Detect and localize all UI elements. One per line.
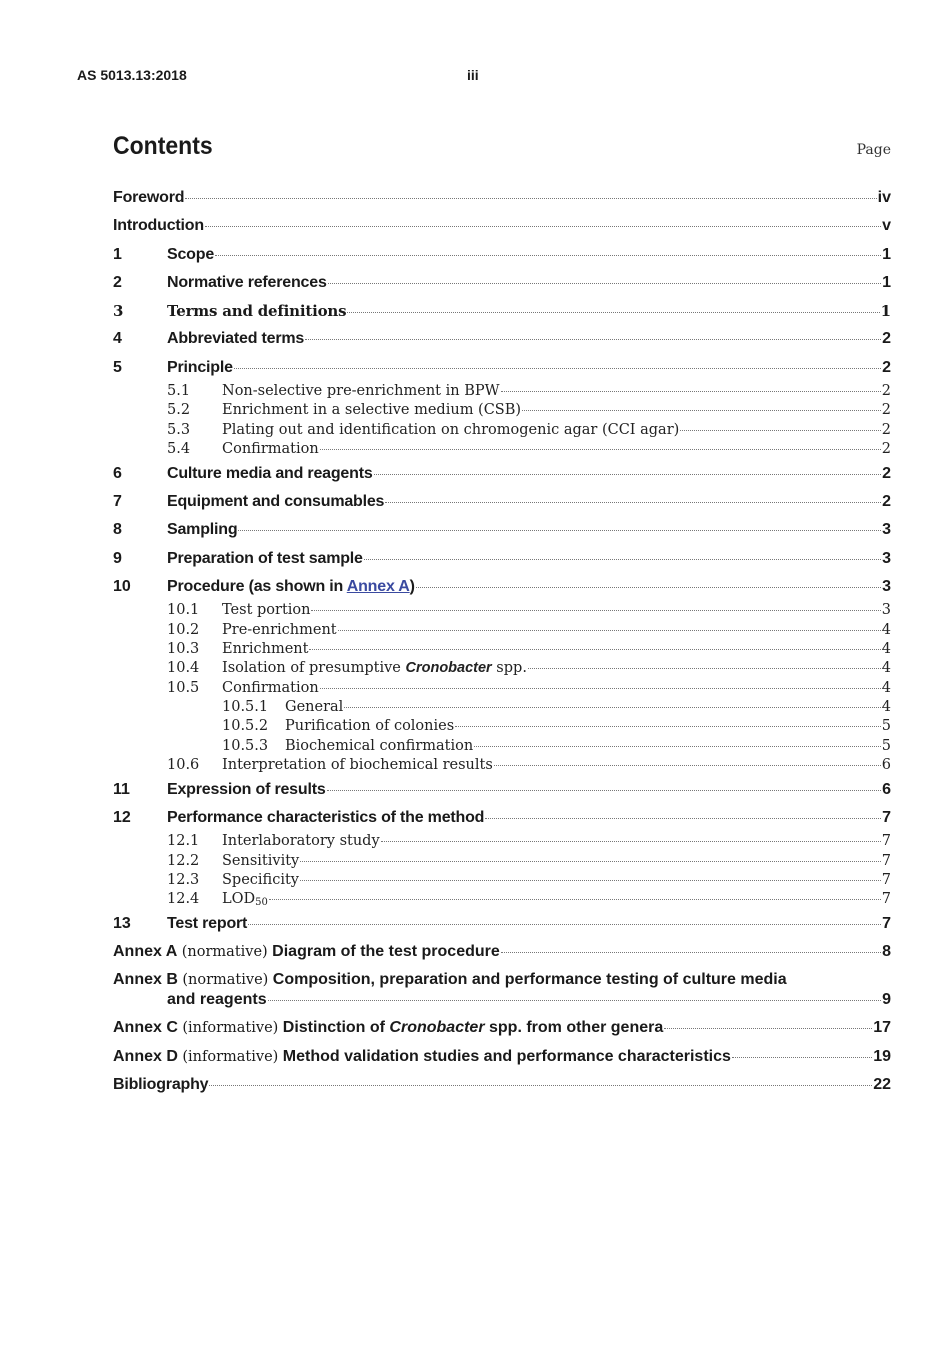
toc-entry-text: Sensitivity [222,852,300,869]
annex-name: Annex C [113,1019,178,1037]
dot-leader [344,707,880,708]
dot-leader [248,924,881,925]
toc-entry-number: 2 [113,273,122,291]
toc-entry-number: 5.2 [167,402,191,419]
dot-leader [680,430,880,431]
toc-entry-9[interactable] [113,545,891,573]
toc-entry-page: 7 [881,891,891,908]
document-id: AS 5013.13:2018 [77,67,187,83]
toc-entry-text-pre: Procedure (as shown in [167,577,347,595]
toc-entry-annex-a[interactable] [113,938,891,966]
dot-leader [185,198,876,199]
toc-entry-page: 3 [882,577,891,595]
toc-entry-number: 12 [113,808,131,826]
toc-entry-text: Pre-enrichment [222,621,337,638]
annex-title-pre: Distinction of [282,1019,390,1037]
toc-entry-page: 4 [881,679,891,696]
toc-entry-page: 3 [882,549,891,567]
toc-entry-introduction[interactable] [113,212,891,240]
toc-entry-text: Abbreviated terms [167,330,305,348]
toc-entry-8[interactable] [113,516,891,544]
toc-entry-12-2[interactable] [113,852,891,871]
annex-title [283,1019,663,1036]
toc-entry-10-5[interactable] [113,679,891,698]
toc-entry-text: Interlaboratory study [222,833,380,850]
dot-leader [209,1085,872,1086]
toc-entry-number: 5.3 [167,421,191,438]
toc-entry-text: Foreword [113,189,185,206]
toc-entry-text: Preparation of test sample [167,549,363,567]
dot-leader [327,790,882,791]
toc-entry-text: Non-selective pre-enrichment in BPW [222,383,500,400]
dot-leader [528,668,881,669]
dot-leader [238,530,881,531]
toc-entry-page: 17 [873,1019,891,1037]
toc-entry-page: 3 [881,602,891,619]
dot-leader [338,630,881,631]
dot-leader [305,339,881,340]
toc-entry-text: Sampling [167,521,238,539]
toc-entry-12[interactable] [113,804,891,832]
annex-title: Diagram of the test procedure [272,943,500,961]
dot-leader [364,559,881,560]
toc-entry-page: 9 [882,991,891,1009]
toc-entry-annex-c[interactable] [113,1014,891,1042]
toc-entry-number: 5 [113,358,122,376]
dot-leader [268,1000,882,1001]
toc-entry-page: 7 [881,872,891,889]
toc-entry-text: Expression of results [167,780,326,798]
dot-leader [309,649,880,650]
toc-entry-page: 4 [881,640,891,657]
toc-entry-page: 2 [882,330,891,348]
page-number: iii [467,67,479,83]
toc-entry-10-5-1[interactable] [113,698,891,717]
toc-entry-page: 5 [881,718,891,735]
toc-entry-page: 2 [881,402,891,419]
toc-entry-text: Test portion [222,602,311,619]
toc-entry-page: 7 [881,833,891,850]
toc-entry-bibliography[interactable] [113,1071,891,1099]
toc-entry-2[interactable] [113,269,891,297]
dot-leader [501,391,881,392]
toc-entry-text: Culture media and reagents [167,464,373,482]
toc-entry-text: Interpretation of biochemical results [222,757,493,774]
toc-entry-text-post: spp. [491,660,527,677]
toc-entry-10[interactable] [113,573,891,601]
dot-leader [485,818,881,819]
toc-entry-page: 2 [881,421,891,438]
toc-entry-page: 6 [881,757,891,774]
toc-entry-number: 1 [113,245,122,263]
toc-entry-page: 8 [882,943,891,961]
toc-entry-10-5-3[interactable] [113,737,891,756]
toc-entry-annex-b-cont[interactable] [113,990,891,1010]
toc-entry-page: 2 [882,464,891,482]
toc-entry-5-2[interactable] [113,401,891,420]
dot-leader [494,765,881,766]
toc-entry-6[interactable] [113,460,891,488]
toc-entry-number: 10.5.2 [222,718,269,735]
toc-entry-10-1[interactable] [113,601,891,620]
annex-a-link[interactable]: Annex A [346,577,410,595]
toc-entry-text: Confirmation [222,441,319,458]
dot-leader [385,502,881,503]
toc-entry-10-6[interactable] [113,756,891,775]
toc-entry-page: 2 [881,441,891,458]
toc-entry-10-4[interactable] [113,659,891,678]
genus-name: Cronobacter [405,660,492,677]
toc-entry-7[interactable] [113,488,891,516]
toc-entry-page: 5 [881,737,891,754]
toc-entry-5-4[interactable] [113,440,891,459]
toc-entry-number: 5.1 [167,383,191,400]
toc-entry-10-5-2[interactable] [113,717,891,736]
toc-entry-page: v [882,217,891,235]
annex-name: Annex A [113,943,178,961]
toc-entry-number: 10.1 [167,602,200,619]
dot-leader [300,880,881,881]
annex-name: Annex D [113,1047,178,1065]
dot-leader [269,899,881,900]
dot-leader [320,688,881,689]
toc-entry-number: 10.5.1 [222,699,269,716]
annex-title-line2: and reagents [167,991,267,1009]
toc-entry-10-3[interactable] [113,640,891,659]
toc-entry-text-post: ) [409,577,415,595]
toc-entry-text [113,1014,663,1042]
toc-entry-5-1[interactable] [113,382,891,401]
toc-entry-12-3[interactable] [113,871,891,890]
toc-entry-number: 3 [113,302,124,321]
toc-entry-page: 4 [881,621,891,638]
toc-entry-number: 4 [113,330,122,348]
dot-leader [522,410,881,411]
toc-entry-13[interactable] [113,910,891,938]
toc-entry-number: 12.4 [167,891,200,908]
toc-entry-page: 19 [873,1047,891,1065]
dot-leader [416,587,881,588]
page-column-label: Page [856,142,891,158]
toc-entry-number: 12.3 [167,872,200,889]
toc-entry-10-2[interactable] [113,621,891,640]
dot-leader [311,610,880,611]
toc-entry-text: Confirmation [222,679,319,696]
toc-entry-number: 7 [113,492,122,510]
toc-entry-number: 12.1 [167,833,200,850]
toc-entry-text: Performance characteristics of the method [167,808,485,826]
toc-entry-number: 10.6 [167,757,200,774]
dot-leader [300,861,881,862]
toc-entry-text: Principle [167,358,233,376]
toc-entry-5-3[interactable] [113,421,891,440]
toc-entry-text: Plating out and identification on chromogenic agar (CCI agar) [222,421,680,438]
toc-entry-page: 7 [882,808,891,826]
table-of-contents [113,184,891,1099]
dot-leader [328,283,881,284]
toc-entry-page: 7 [882,914,891,932]
toc-entry-number: 10 [113,577,131,595]
toc-entry-number: 5.4 [167,441,191,458]
toc-entry-page: 4 [881,699,891,716]
toc-entry-text: Scope [167,245,215,263]
toc-entry-text: Biochemical confirmation [285,737,474,754]
page-title: Contents [113,132,213,160]
toc-entry-text: Enrichment in a selective medium (CSB) [222,402,522,419]
toc-entry-page: 3 [882,521,891,539]
toc-entry-page: 7 [881,852,891,869]
toc-entry-12-4[interactable] [113,890,891,909]
annex-name: Annex B [113,971,178,989]
genus-name: Cronobacter [389,1019,485,1037]
toc-entry-4[interactable] [113,325,891,353]
toc-entry-text: Specificity [222,872,300,889]
annex-type: (informative) [182,1048,279,1065]
toc-entry-text: Purification of colonies [285,718,455,735]
dot-leader [215,255,881,256]
dot-leader [732,1057,872,1058]
toc-entry-5[interactable] [113,354,891,382]
toc-entry-11[interactable] [113,776,891,804]
toc-entry-text: Normative references [167,273,327,291]
toc-entry-number: 9 [113,549,122,567]
toc-entry-text: Test report [167,914,248,932]
toc-entry-page: 1 [882,245,891,263]
toc-entry-number: 12.2 [167,852,200,869]
dot-leader [205,226,881,227]
toc-entry-text [113,1043,731,1071]
toc-entry-12-1[interactable] [113,832,891,851]
toc-entry-number: 10.5 [167,679,200,696]
annex-type: (informative) [182,1020,279,1037]
annex-title-post: spp. from other genera [484,1019,664,1037]
toc-entry-text: Bibliography [113,1075,209,1093]
toc-entry-page: 6 [882,780,891,798]
annex-type: (normative) [181,944,268,961]
toc-entry-text: Terms and definitions [167,302,347,321]
toc-entry-text: Equipment and consumables [167,492,385,510]
dot-leader [320,449,881,450]
toc-entry-text [167,573,415,601]
toc-entry-number: 11 [113,780,130,798]
toc-entry-page: 22 [873,1075,891,1093]
dot-leader [347,312,879,313]
toc-entry-number: 10.4 [167,660,200,677]
dot-leader [381,841,881,842]
toc-entry-text [113,938,500,966]
lod-subscript: 50 [255,897,268,909]
annex-type: (normative) [182,972,269,989]
toc-entry-annex-b[interactable] [113,970,891,990]
toc-entry-page: iv [877,189,891,206]
toc-entry-text [222,659,527,678]
toc-entry-text: Enrichment [222,640,309,657]
toc-entry-number: 10.5.3 [222,737,269,754]
dot-leader [374,474,882,475]
toc-entry-number: 8 [113,521,122,539]
toc-entry-text: General [285,699,344,716]
toc-entry-page: 4 [881,660,891,677]
toc-entry-number: 10.2 [167,621,200,638]
toc-entry-page: 2 [881,383,891,400]
annex-title: Method validation studies and performance characteristics [282,1047,731,1065]
toc-entry-page: 1 [882,273,891,291]
dot-leader [501,952,881,953]
toc-entry-3[interactable] [113,297,891,325]
dot-leader [474,746,881,747]
toc-entry-text-pre: Isolation of presumptive [222,660,406,677]
toc-entry-1[interactable] [113,241,891,269]
dot-leader [455,726,881,727]
dot-leader [234,368,881,369]
annex-title-line1: Composition, preparation and performance testing of culture media [272,971,787,989]
toc-entry-foreword[interactable] [113,184,891,212]
toc-entry-text: Introduction [113,217,204,235]
toc-entry-number: 13 [113,914,131,932]
toc-entry-number: 10.3 [167,640,200,657]
toc-entry-page: 1 [880,302,891,321]
toc-entry-page: 2 [882,492,891,510]
toc-entry-page: 2 [882,358,891,376]
lod-text: LOD [222,891,256,908]
toc-entry-number: 6 [113,464,122,482]
dot-leader [664,1028,872,1029]
toc-entry-annex-d[interactable] [113,1043,891,1071]
